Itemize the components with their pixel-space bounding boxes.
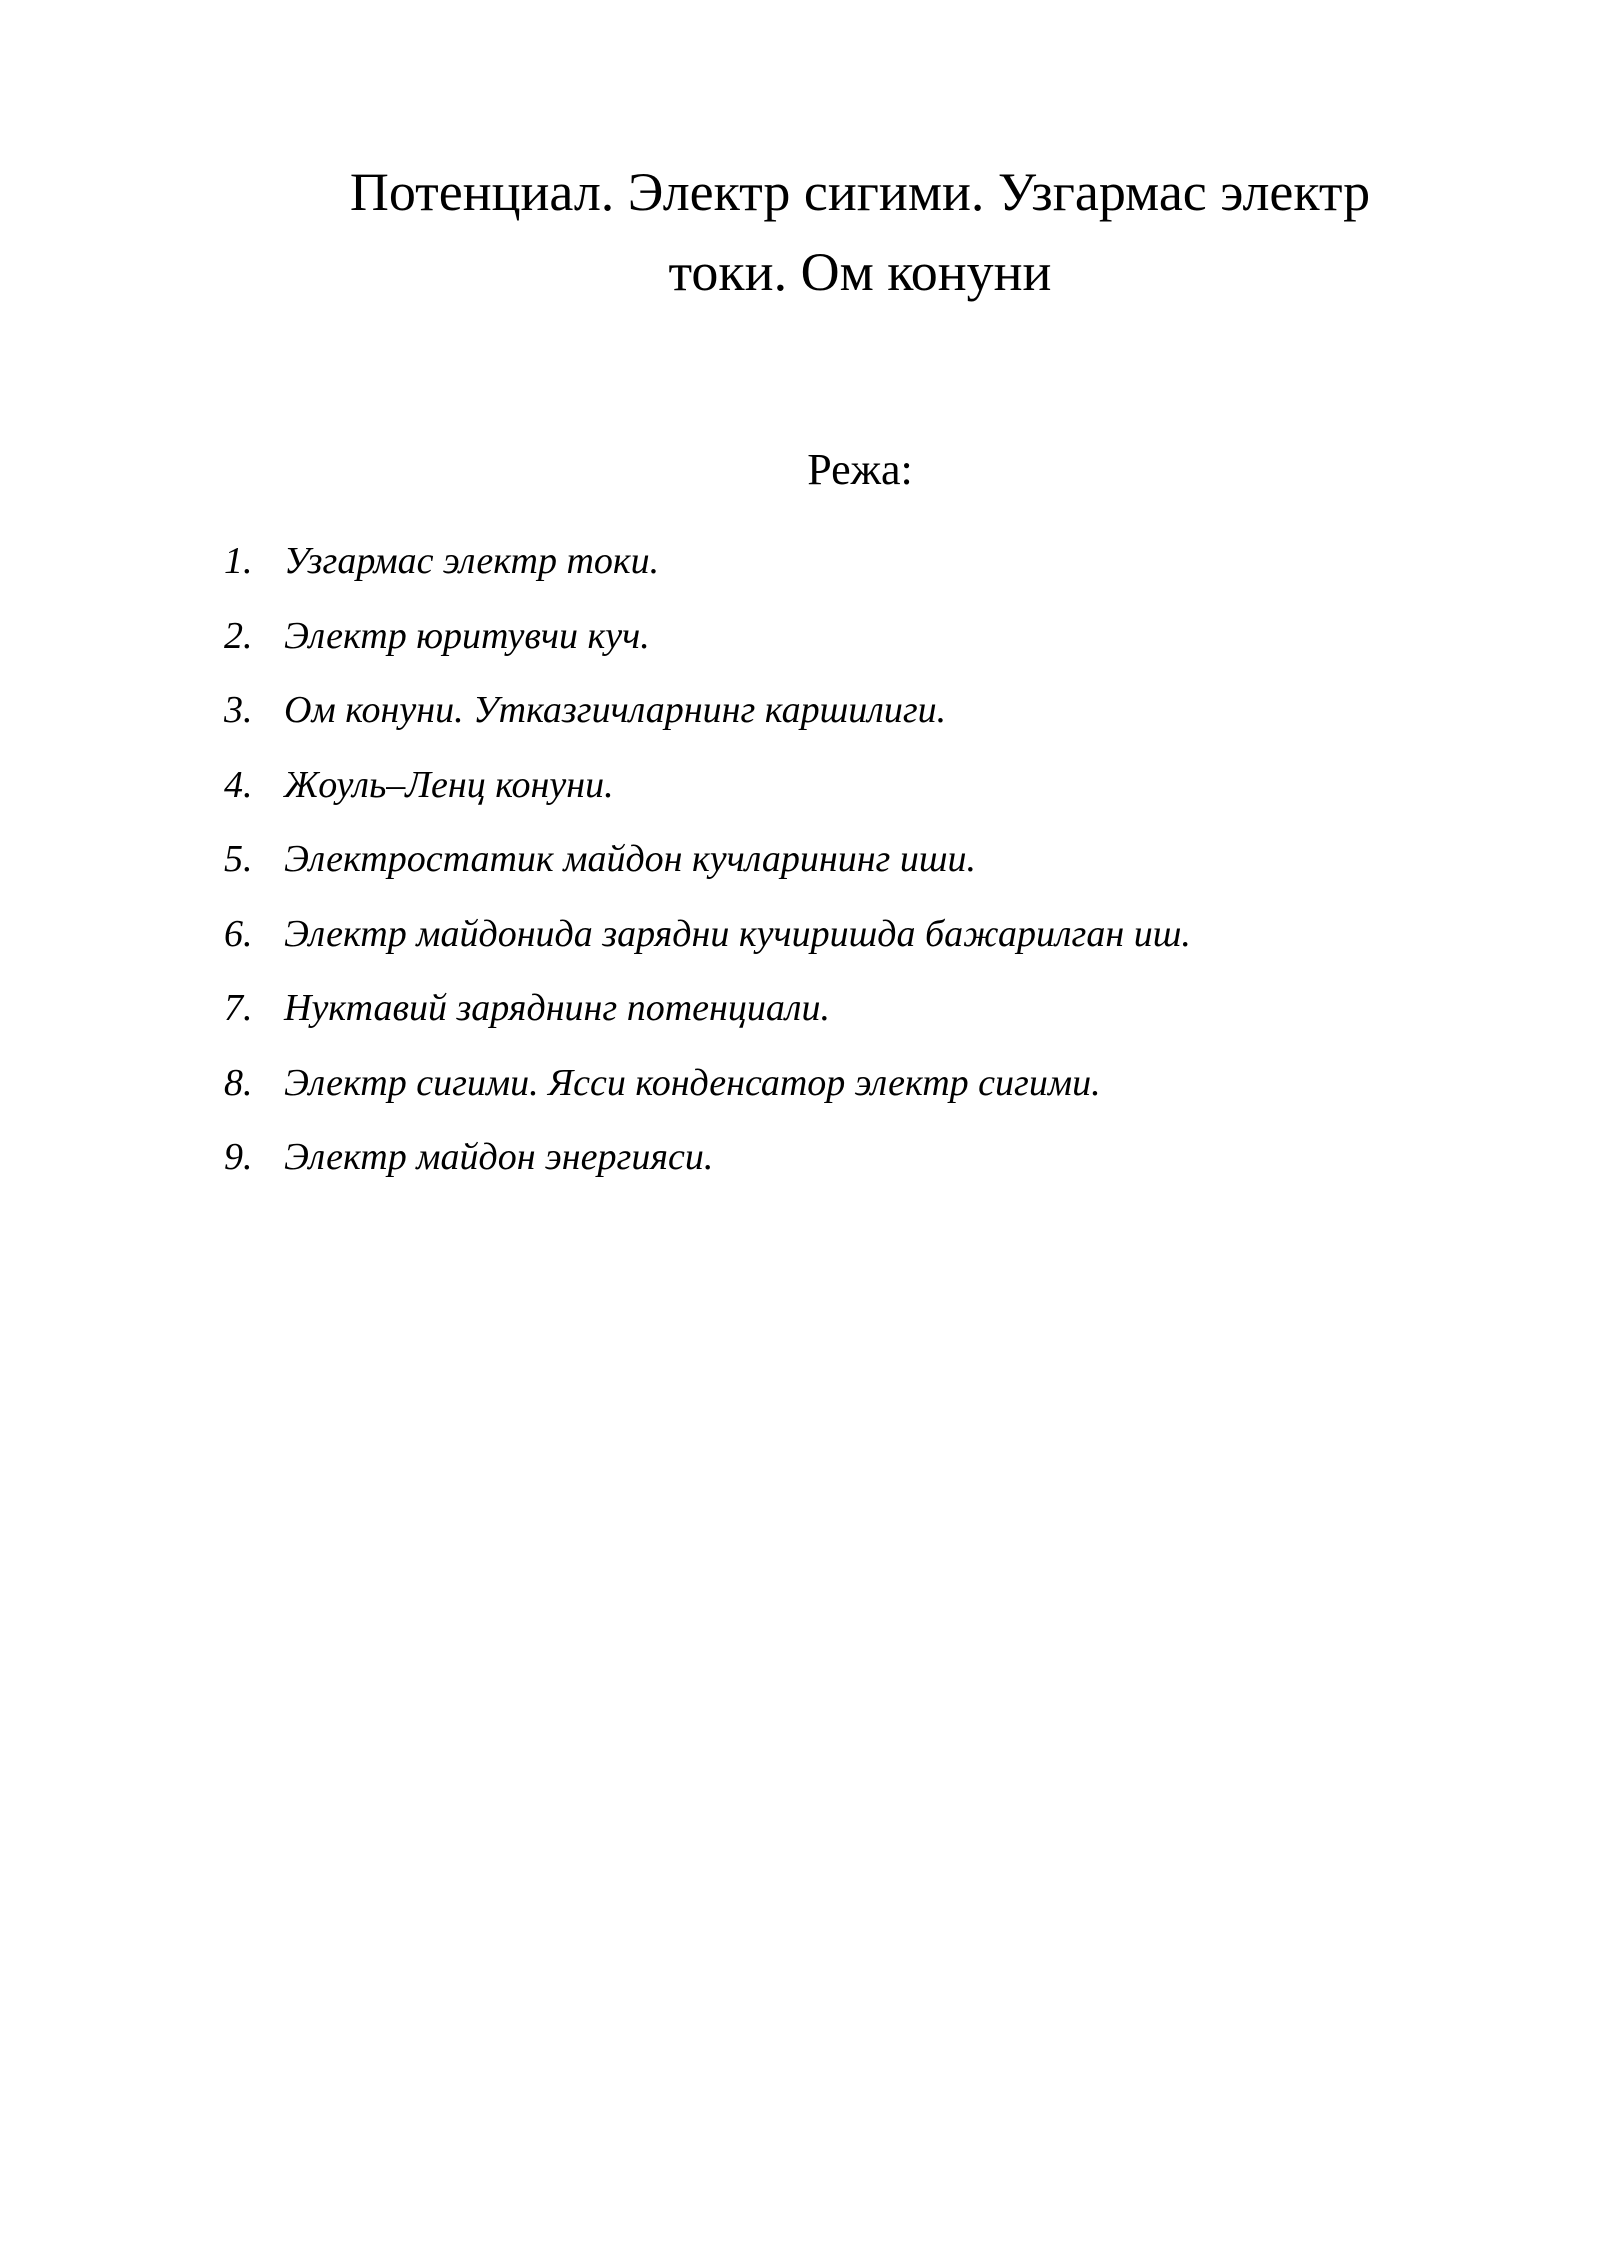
list-item-number: 5.: [224, 838, 253, 880]
plan-heading: Режа:: [807, 445, 913, 494]
list-item: [224, 1048, 1424, 1123]
list-item-number: 6.: [224, 912, 253, 955]
list-item: [224, 973, 1424, 1048]
page-title-line-2: токи. Ом конуни: [668, 242, 1052, 302]
list-item-number: 3.: [224, 689, 253, 731]
list-item-number: 7.: [224, 987, 253, 1029]
list-item-text: Узгармас электр токи.: [284, 540, 660, 582]
list-item-text: Электр сигими. Ясси конденсатор электр сигими.: [284, 1061, 1101, 1104]
list-item: [224, 526, 1424, 601]
list-item-text: Нуктавий заряднинг потенциали.: [284, 987, 830, 1029]
list-item-text: Электр юритувчи куч.: [284, 614, 650, 657]
list-item: [224, 750, 1424, 825]
page-title-line-1: Потенциал. Электр сигими. Узгармас электр: [349, 162, 1371, 222]
list-item-number: 8.: [224, 1061, 253, 1104]
list-item-text: Электростатик майдон кучларининг иши.: [284, 838, 977, 880]
page-title: [280, 152, 1440, 312]
list-item-text: Электр майдонида зарядни кучиришда бажарилган иш.: [284, 912, 1191, 955]
list-item: [224, 899, 1424, 974]
list-item-text: Жоуль–Ленц конуни.: [284, 763, 614, 806]
list-item: [224, 1122, 1424, 1197]
list-item-text: Электр майдон энергияси.: [284, 1136, 714, 1178]
list-item-number: 2.: [224, 614, 253, 657]
list-item: [224, 601, 1424, 676]
list-item-number: 4.: [224, 763, 253, 806]
list-item-text: Ом конуни. Утказгичларнинг каршилиги.: [284, 689, 947, 731]
list-item-number: 1.: [224, 540, 253, 582]
list-item-number: 9.: [224, 1136, 253, 1178]
list-item: [224, 675, 1424, 750]
plan-list: [224, 526, 1424, 1197]
list-item: [224, 824, 1424, 899]
